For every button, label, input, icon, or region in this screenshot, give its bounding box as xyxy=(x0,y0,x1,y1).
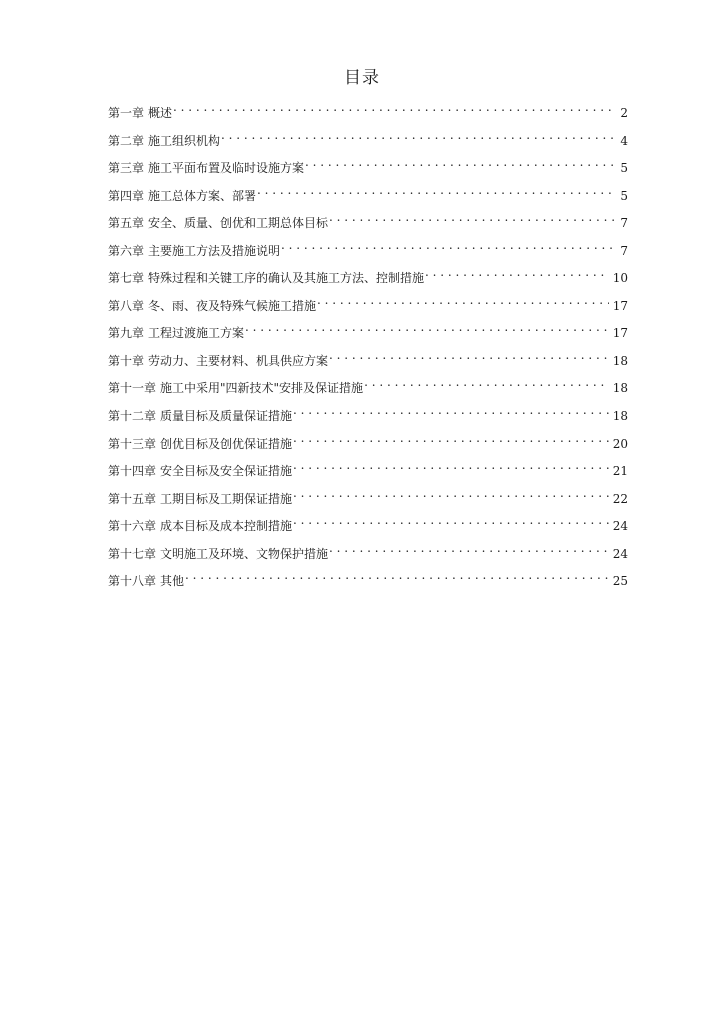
toc-entry[interactable] xyxy=(108,180,628,208)
toc-page-number: 17 xyxy=(612,326,628,341)
toc-entry[interactable] xyxy=(108,565,628,593)
toc-entry[interactable] xyxy=(108,97,628,125)
toc-heading: 安全目标及安全保证措施 xyxy=(160,464,293,479)
toc-heading: 成本目标及成本控制措施 xyxy=(160,519,293,534)
toc-chapter-number: 第一章 xyxy=(108,106,145,120)
toc-heading: 施工组织机构 xyxy=(148,133,221,148)
toc-page-number: 24 xyxy=(612,519,628,534)
toc-dot-leader xyxy=(364,372,609,392)
toc-chapter-number: 第十七章 xyxy=(108,546,157,561)
toc-heading: 概述 xyxy=(148,106,173,120)
toc-entry[interactable] xyxy=(108,152,628,180)
toc-page-number: 7 xyxy=(620,216,628,231)
toc-entry[interactable] xyxy=(108,538,628,566)
toc-page-number: 25 xyxy=(612,574,628,589)
toc-chapter-number: 第十二章 xyxy=(108,409,157,424)
toc-dot-leader xyxy=(329,538,609,558)
toc-chapter-number: 第九章 xyxy=(108,326,145,341)
toc-heading: 冬、雨、夜及特殊气候施工措施 xyxy=(148,298,317,313)
toc-dot-leader xyxy=(329,207,616,227)
toc-dot-leader xyxy=(317,290,609,310)
toc-chapter-number: 第十六章 xyxy=(108,519,157,534)
toc-chapter-number: 第十章 xyxy=(108,353,145,368)
toc-entry[interactable] xyxy=(108,345,628,373)
toc-page-number: 22 xyxy=(612,491,628,506)
toc-chapter-number: 第三章 xyxy=(108,161,145,176)
toc-entry[interactable] xyxy=(108,262,628,290)
toc-heading: 安全、质量、创优和工期总体目标 xyxy=(148,216,329,231)
toc-page-number: 2 xyxy=(620,106,628,120)
toc-page-number: 7 xyxy=(620,243,628,258)
toc-title: 目录 xyxy=(344,68,380,88)
toc-entry[interactable] xyxy=(108,235,628,263)
toc-chapter-number: 第十八章 xyxy=(108,574,157,589)
toc-entry[interactable] xyxy=(108,317,628,345)
toc-dot-leader xyxy=(293,400,609,420)
toc-page-number: 18 xyxy=(612,409,628,424)
toc-entry[interactable] xyxy=(108,510,628,538)
toc-chapter-number: 第十五章 xyxy=(108,491,157,506)
toc-heading: 施工中采用"四新技术"安排及保证措施 xyxy=(160,381,364,396)
toc-entry[interactable] xyxy=(108,372,628,400)
toc-dot-leader xyxy=(257,180,616,200)
toc-page-number: 21 xyxy=(612,464,628,479)
toc-chapter-number: 第十四章 xyxy=(108,464,157,479)
toc-entry[interactable] xyxy=(108,400,628,428)
toc-page-number: 18 xyxy=(612,381,628,396)
toc-heading: 特殊过程和关键工序的确认及其施工方法、控制措施 xyxy=(148,271,425,286)
toc-page-number: 20 xyxy=(612,436,628,451)
toc-dot-leader xyxy=(425,262,609,282)
toc-dot-leader xyxy=(293,510,609,530)
toc-entry[interactable] xyxy=(108,428,628,456)
toc-heading: 质量目标及质量保证措施 xyxy=(160,409,293,424)
toc-heading: 主要施工方法及措施说明 xyxy=(148,243,281,258)
toc-chapter-number: 第八章 xyxy=(108,298,145,313)
toc-dot-leader xyxy=(281,235,616,255)
toc-page-number: 18 xyxy=(612,353,628,368)
toc-chapter-number: 第七章 xyxy=(108,271,145,286)
toc-heading: 文明施工及环境、文物保护措施 xyxy=(160,546,329,561)
toc-heading: 其他 xyxy=(160,574,185,589)
toc-entry[interactable] xyxy=(108,455,628,483)
toc-entry[interactable] xyxy=(108,290,628,318)
toc-chapter-number: 第二章 xyxy=(108,133,145,148)
toc-dot-leader xyxy=(329,345,609,365)
toc-dot-leader xyxy=(293,455,609,475)
toc-dot-leader xyxy=(173,97,616,117)
toc-heading: 创优目标及创优保证措施 xyxy=(160,436,293,451)
toc-page-number: 4 xyxy=(620,133,628,148)
toc-dot-leader xyxy=(305,152,616,172)
toc-heading: 工期目标及工期保证措施 xyxy=(160,491,293,506)
toc-chapter-number: 第十一章 xyxy=(108,381,157,396)
toc-list xyxy=(108,97,628,593)
toc-chapter-number: 第六章 xyxy=(108,243,145,258)
toc-entry[interactable] xyxy=(108,207,628,235)
toc-page-number: 24 xyxy=(612,546,628,561)
toc-page-number: 10 xyxy=(612,271,628,286)
toc-dot-leader xyxy=(293,483,609,503)
toc-page-number: 5 xyxy=(620,161,628,176)
toc-dot-leader xyxy=(221,125,616,145)
toc-heading: 施工平面布置及临时设施方案 xyxy=(148,161,305,176)
toc-heading: 工程过渡施工方案 xyxy=(148,326,245,341)
toc-entry[interactable] xyxy=(108,125,628,153)
toc-page-number: 5 xyxy=(620,188,628,203)
toc-dot-leader xyxy=(245,317,609,337)
toc-chapter-number: 第四章 xyxy=(108,188,145,203)
toc-dot-leader xyxy=(185,565,609,585)
toc-chapter-number: 第五章 xyxy=(108,216,145,231)
toc-heading: 劳动力、主要材料、机具供应方案 xyxy=(148,353,329,368)
toc-dot-leader xyxy=(293,428,609,448)
toc-heading: 施工总体方案、部署 xyxy=(148,188,257,203)
toc-page-number: 17 xyxy=(612,298,628,313)
toc-entry[interactable] xyxy=(108,483,628,511)
toc-chapter-number: 第十三章 xyxy=(108,436,157,451)
